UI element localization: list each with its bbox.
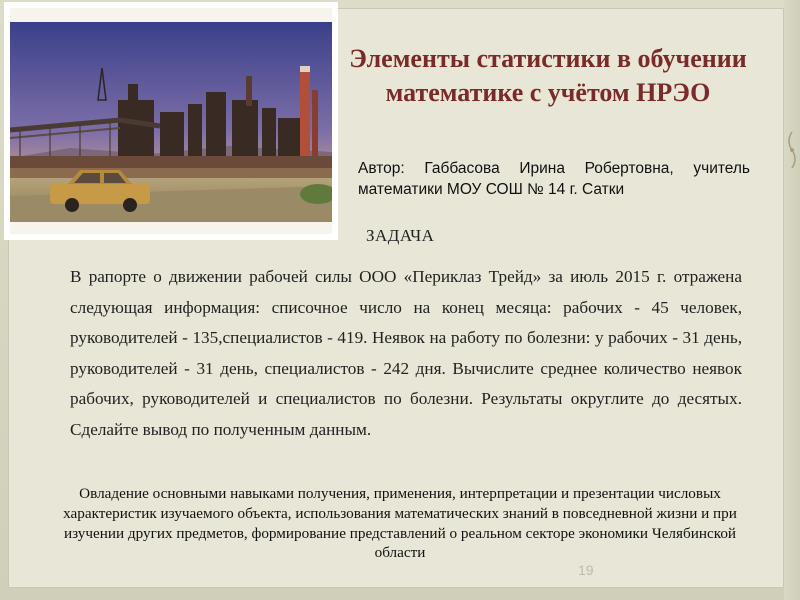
slide-title: Элементы статистики в обучении математике с учётом НРЭО: [349, 44, 747, 107]
task-text: В рапорте о движении рабочей силы ООО «Периклаз Трейд» за июль 2015 г. отражена следующая информация: списочное число на конец месяца: рабочих - 45 человек, руководителей - 135,специалистов - 419. Неявок на работу по болезни: у рабочих - 31 день, руководителей - 31 день, специалистов - 242 дня. Вычислите среднее количество неявок рабочих, руководителей и специалистов по болезни. Результаты округлите до десятых. Сделайте вывод по полученным данным.: [70, 267, 742, 439]
right-edge-border: [784, 0, 800, 600]
factory-illustration: [10, 8, 332, 234]
ornament-icon: [786, 130, 798, 170]
task-heading: ЗАДАЧА: [366, 226, 435, 245]
learning-goals-text: Овладение основными навыками получения, применения, интерпретации и презентации числовых характеристик изучаемого объекта, использования математических знаний в повседневной жизни и при изучении других предметов, формирование представлений о реальном секторе экономики Челябинской области: [63, 485, 737, 562]
author-info: Автор: Габбасова Ирина Робертовна, учитель математики МОУ СОШ № 14 г. Сатки: [358, 160, 750, 198]
factory-photo: [10, 8, 332, 234]
slide-number: 19: [578, 562, 594, 578]
